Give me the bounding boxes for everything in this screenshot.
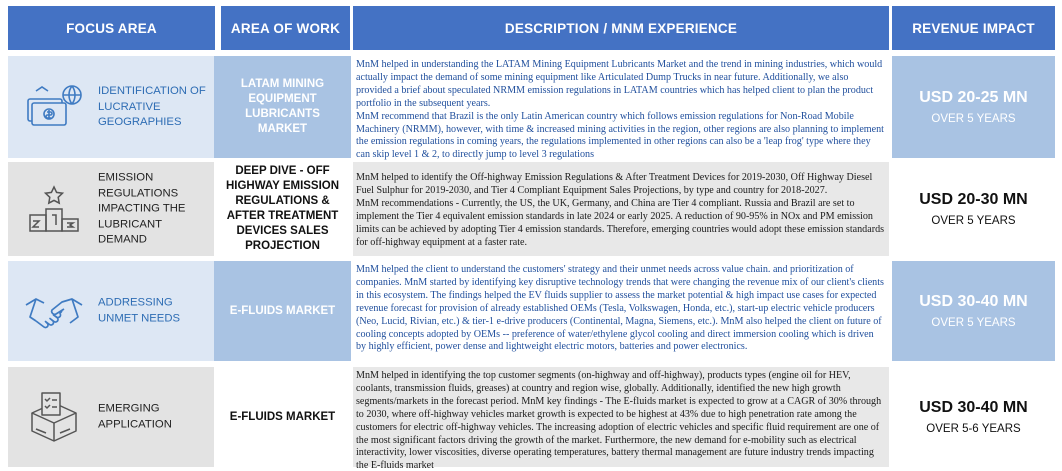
revenue-cell <box>892 56 1055 158</box>
revenue-amount: USD 20-30 MN <box>919 190 1028 208</box>
revenue-period: OVER 5 YEARS <box>931 214 1016 227</box>
focus-area-cell <box>8 367 215 467</box>
money-globe-icon <box>22 81 86 133</box>
focus-area-cell <box>8 162 215 256</box>
focus-area-cell <box>8 261 215 361</box>
description-cell: MnM helped the client to understand the customers' strategy and their unmet needs across value chain. and prioritization of companies. MnM started by identifying key disruptive technology trends that were changing the revenue mix of our client's clients in this ecosystem. The findings helped the EV fluids supplier to assess the market potential & high impact use cases for expected revenue forecast for provision of already established OEMs (Tesla, Volkswagen, Honda, etc.), start-up electric vehicle producers (Neo, Lucid, Rivian, etc.) & tier-1 e-drive producers (Continental, Magna, Siemens, etc.). MnM also helped the client on future of cooling concepts adopted by OEMs -- preference of water/ethylene glycol cooling and direct immersion cooling which is driven by highly efficient, power dense and lightweight electric motors, batteries and power electronics. <box>353 261 889 361</box>
area-of-work-cell: LATAM MINING EQUIPMENT LUBRICANTS MARKET <box>214 56 351 158</box>
focus-area-cell <box>8 56 215 158</box>
revenue-cell <box>892 261 1055 361</box>
header-area-of-work: AREA OF WORK <box>221 6 350 50</box>
box-checklist-icon <box>22 391 86 443</box>
focus-area-label: EMERGING APPLICATION <box>98 402 172 430</box>
revenue-period: OVER 5 YEARS <box>931 112 1016 125</box>
area-of-work-cell: DEEP DIVE - OFF HIGHWAY EMISSION REGULATIONS & AFTER TREATMENT DEVICES SALES PROJECTION <box>214 162 351 256</box>
podium-star-icon <box>22 183 86 235</box>
focus-area-label: IDENTIFICATION OF LUCRATIVE GEOGRAPHIES <box>98 84 206 128</box>
description-cell: MnM helped in understanding the LATAM Mining Equipment Lubricants Market and the trend in mining industries, which would actually impact the demand of some mining equipment like Articulated Dump Trucks in near future. Additionally, we also provided a brief about speculated NRMM emission regulations in LATAM countries which has helped client to plan the product portfolio in the subsequent years. MnM recommend that Brazil is the only Latin American country which follows emission regulations for Non-Road Mobile Machinery (NRMM), however, with time & increased mining activities in the region, other regions are also planning to implement the emission regulations in coming years, the regulations implemented in other regions can also be a 'leap frog' type where they can skip level 1 & 2, to directly jump to level 3 regulations <box>353 56 889 158</box>
header-focus-area: FOCUS AREA <box>8 6 215 50</box>
table-row <box>8 367 1055 471</box>
revenue-amount: USD 20-25 MN <box>919 88 1028 106</box>
revenue-period: OVER 5 YEARS <box>931 316 1016 329</box>
header-description: DESCRIPTION / MNM EXPERIENCE <box>353 6 889 50</box>
area-of-work-cell: E-FLUIDS MARKET <box>214 261 351 361</box>
focus-area-label: ADDRESSING UNMET NEEDS <box>98 296 181 324</box>
area-of-work-cell: E-FLUIDS MARKET <box>214 367 351 467</box>
revenue-amount: USD 30-40 MN <box>919 398 1028 416</box>
table-row <box>8 162 1055 256</box>
revenue-amount: USD 30-40 MN <box>919 292 1028 310</box>
focus-area-label: EMISSION REGULATIONS IMPACTING THE LUBRICANT DEMAND <box>98 171 186 246</box>
table-row <box>8 261 1055 361</box>
revenue-cell <box>892 367 1055 467</box>
header-revenue-impact: REVENUE IMPACT <box>892 6 1055 50</box>
revenue-period: OVER 5-6 YEARS <box>926 422 1021 435</box>
description-cell: MnM helped in identifying the top customer segments (on-highway and off-highway), products types (engine oil for HEV, coolants, transmission fluids, greases) at country and region wise, globally. Additionally, identified the new high growth segments/markets in the forecast period. MnM key findings - The E-fluids market is expected to grow at a CAGR of 30% through to 2030, where off-highway vehicles market growth is expected to be highest at 43% due to high penetration rate among the customers for electric off-highway vehicles. The increasing adoption of electric vehicles and specific fluid requirement are one of the most significant factors driving the growth of the market. Furthermore, the new demand for e-mobility such as electrical interactivity, lower viscosities, diverse operating temperatures, battery thermal management are future industry trends impacting the E-fluids market <box>353 367 889 467</box>
table-row <box>8 56 1055 161</box>
description-cell: MnM helped to identify the Off-highway Emission Regulations & After Treatment Devices for 2019-2030, Off Highway Diesel Fuel Sulphur for 2019-2030, and Tier 4 Compliant Equipment Sales Projections, by type and country for 2018-2027. MnM recommendations - Currently, the US, the UK, Germany, and China are Tier 4 compliant. Russia and Brazil are set to implement the Tier 4 equivalent emission standards in late 2024 or early 2025. A reduction of 90-95% in NOx and PM emission limits can be achieved by adopting Tier 4 emission standards. Therefore, emerging countries would adopt these emission standards for off-highway equipment at a faster rate. <box>353 162 889 256</box>
revenue-cell <box>892 162 1055 256</box>
handshake-icon <box>22 285 86 337</box>
